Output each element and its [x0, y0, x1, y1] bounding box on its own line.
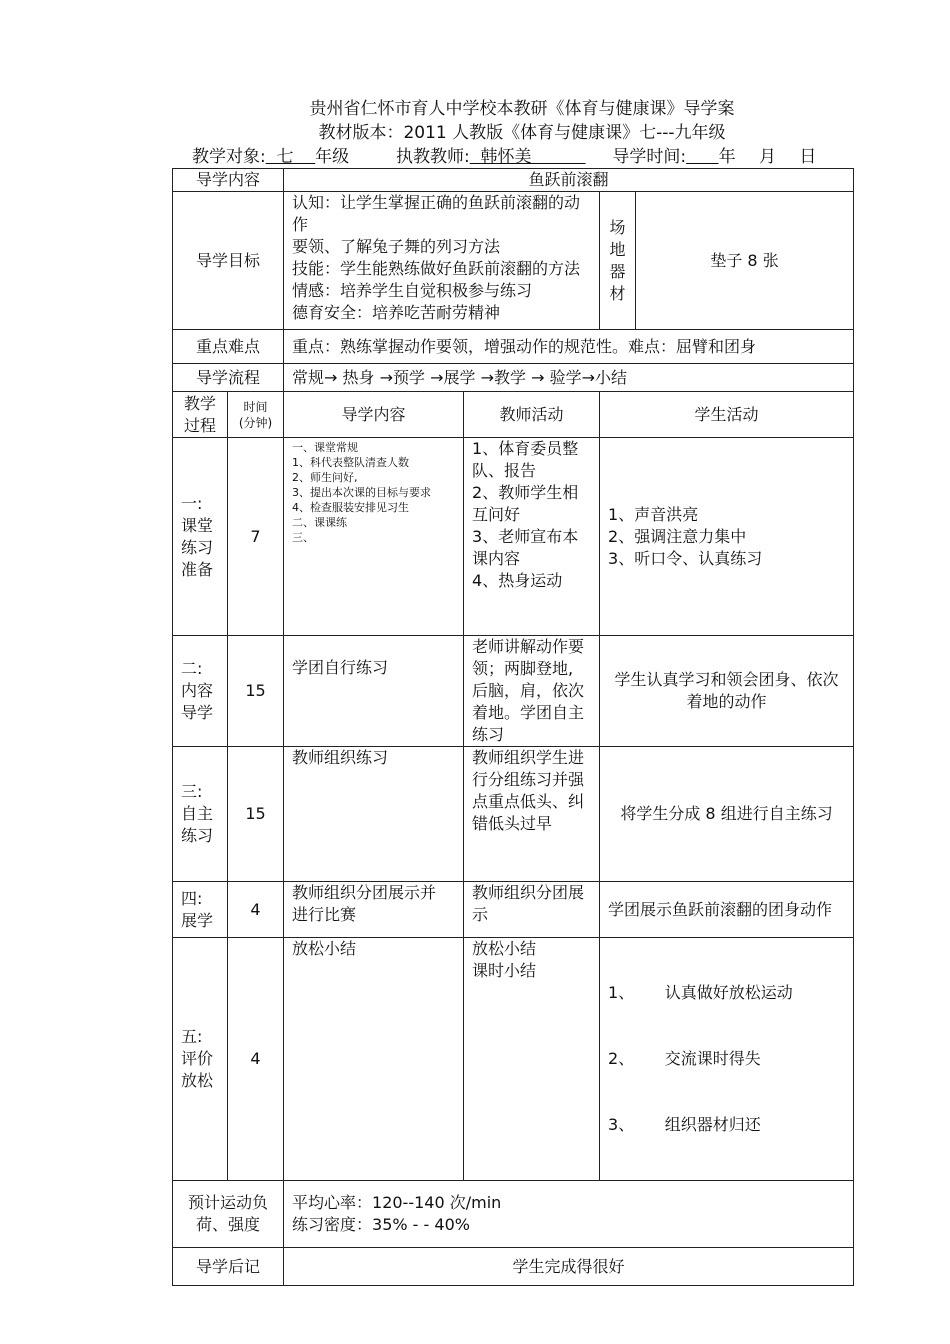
teacher-line: 2、教师学生相: [472, 483, 579, 502]
student-line: 3、听口令、认真练习: [608, 548, 763, 568]
teacher-line: 点重点低头、纠: [472, 792, 585, 811]
teacher-line: 后脑，肩，依次: [472, 681, 585, 700]
month-label: 月: [758, 147, 776, 167]
teacher-line: 课内容: [472, 549, 521, 568]
content-line: 二、课课练: [292, 516, 348, 529]
target-value: 七: [265, 147, 316, 167]
content-line: 教师组织分团展示并: [292, 883, 437, 902]
head-student: 学生活动: [600, 392, 854, 438]
time-label: 导学时间:: [612, 147, 687, 167]
flow-label: 导学流程: [173, 364, 284, 392]
table-row: [173, 636, 854, 747]
content-line: 三、: [292, 531, 315, 544]
stage-line: 导学: [181, 703, 214, 722]
teacher-cell: [464, 636, 600, 747]
teacher-line: 课时小结: [472, 961, 537, 980]
head-time-line: 时间: [243, 399, 268, 414]
head-time: [228, 392, 284, 438]
content-cell: [284, 747, 464, 882]
venue-label: [600, 192, 636, 330]
student-cell: [600, 636, 854, 747]
time-cell: 7: [228, 438, 284, 636]
time-cell: 15: [228, 747, 284, 882]
student-cell: [600, 438, 854, 636]
stage-line: 五:: [181, 1027, 203, 1046]
content-value: 鱼跃前滚翻: [284, 169, 854, 192]
content-line: 放松小结: [292, 939, 357, 958]
stage-cell: [173, 438, 228, 636]
time-blank: [686, 147, 718, 167]
content-line: 学团自行练习: [292, 658, 389, 677]
teacher-line: 4、热身运动: [472, 571, 563, 590]
teacher-cell: [464, 882, 600, 938]
stage-line: 自主: [181, 804, 214, 823]
content-cell: [284, 438, 464, 636]
goal-text: [284, 192, 600, 330]
key-value: 重点：熟练掌握动作要领，增强动作的规范性。难点：屈臂和团身: [284, 330, 854, 364]
time-cell: 4: [228, 882, 284, 938]
goal-line: 认知：让学生掌握正确的鱼跃前滚翻的动作: [292, 193, 581, 234]
teacher-line: 教师组织学生进: [472, 748, 585, 767]
teacher-cell: [464, 438, 600, 636]
content-line: 教师组织练习: [292, 748, 389, 767]
stage-cell: [173, 636, 228, 747]
after-value: 学生完成得很好: [284, 1248, 854, 1286]
teacher-line: 错低头过早: [472, 814, 553, 833]
stage-line: 展学: [181, 910, 214, 930]
teacher-cell: [464, 938, 600, 1181]
teacher-line: 3、老师宣布本: [472, 527, 579, 546]
student-line: 学生认真学习和领会团身、依次: [614, 670, 839, 689]
goal-line: 技能：学生能熟练做好鱼跃前滚翻的方法: [292, 259, 581, 278]
venue-label-char: 场: [609, 217, 626, 237]
stage-line: 一:: [181, 493, 203, 513]
teacher-line: 互问好: [472, 505, 521, 524]
venue-label-char: 地: [609, 239, 626, 259]
load-value: [284, 1181, 854, 1248]
venue-label-char: 材: [609, 283, 626, 303]
content-line: 一、课堂常规: [292, 441, 359, 454]
stage-cell: [173, 747, 228, 882]
student-line: 1、声音洪亮: [608, 504, 699, 524]
student-line: 1、 认真做好放松运动: [608, 983, 793, 1002]
teacher-line: 老师讲解动作要: [472, 637, 585, 656]
student-line: 3、 组织器材归还: [608, 1115, 761, 1134]
doc-subtitle: 教材版本：2011 人教版《体育与健康课》七---九年级: [318, 123, 726, 143]
doc-title: 贵州省仁怀市育人中学校本教研《体育与健康课》导学案: [309, 99, 735, 119]
content-cell: [284, 938, 464, 1181]
head-content: 导学内容: [284, 392, 464, 438]
stage-line: 练习: [181, 826, 214, 845]
content-line: 3、提出本次课的目标与要求: [292, 486, 432, 499]
load-value-line: 平均心率：120--140 次/min: [292, 1193, 502, 1212]
content-line: 进行比赛: [292, 905, 357, 924]
stage-cell: [173, 938, 228, 1181]
head-process-line: 过程: [183, 415, 216, 435]
student-line: 2、 交流课时得失: [608, 1049, 761, 1068]
teacher-line: 行分组练习并强: [472, 770, 585, 789]
goal-line: 要领、了解兔子舞的列习方法: [292, 237, 501, 256]
student-line: 学团展示鱼跃前滚翻的团身动作: [608, 899, 833, 919]
head-teacher: 教师活动: [464, 392, 600, 438]
teacher-cell: [464, 747, 600, 882]
venue-value: 垫子 8 张: [636, 192, 854, 330]
head-time-line: (分钟): [238, 415, 273, 430]
goal-line: 德育安全：培养吃苦耐劳精神: [292, 303, 501, 322]
day-label: 日: [799, 147, 817, 167]
teacher-value: 韩怀美: [469, 147, 586, 167]
content-cell: [284, 636, 464, 747]
table-row: [173, 438, 854, 636]
table-row: [173, 938, 854, 1181]
content-line: 1、科代表整队清查人数: [292, 456, 410, 469]
head-process-line: 教学: [183, 393, 216, 413]
teacher-line: 放松小结: [472, 939, 537, 958]
table-row: [173, 882, 854, 938]
student-cell: [600, 938, 854, 1181]
teacher-line: 队、报告: [472, 461, 537, 480]
stage-line: 内容: [181, 681, 214, 700]
year-label: 年: [718, 147, 736, 167]
table-row: [173, 747, 854, 882]
teacher-line: 教师组织分团展: [472, 883, 585, 902]
content-label: 导学内容: [173, 169, 284, 192]
flow-value: 常规→ 热身 →预学 →展学 →教学 → 验学→小结: [284, 364, 854, 392]
content-cell: [284, 882, 464, 938]
load-label: [173, 1181, 284, 1248]
content-line: 4、检查服装安排见习生: [292, 501, 410, 514]
teacher-line: 示: [472, 905, 489, 924]
head-process: [173, 392, 228, 438]
meta-line: [192, 146, 862, 168]
content-line: 2、师生问好,: [292, 471, 358, 484]
teacher-line: 领；两脚登地,: [472, 659, 574, 678]
stage-cell: [173, 882, 228, 938]
stage-line: 三:: [181, 782, 203, 801]
stage-line: 练习: [181, 537, 214, 557]
stage-line: 评价: [181, 1049, 214, 1068]
student-line: 着地的动作: [686, 692, 767, 711]
time-cell: 15: [228, 636, 284, 747]
stage-line: 准备: [181, 559, 214, 579]
student-line: 2、强调注意力集中: [608, 526, 747, 546]
load-value-line: 练习密度：35% - - 40%: [292, 1215, 470, 1234]
student-line: 将学生分成 8 组进行自主练习: [620, 804, 833, 823]
teacher-line: 练习: [472, 725, 505, 744]
stage-line: 四:: [181, 888, 203, 908]
teacher-line: 着地。学团自主: [472, 703, 585, 722]
goal-line: 情感：培养学生自觉积极参与练习: [292, 281, 533, 300]
time-cell: 4: [228, 938, 284, 1181]
lesson-plan-table: [172, 168, 854, 1286]
student-cell: [600, 747, 854, 882]
key-label: 重点难点: [173, 330, 284, 364]
grade-suffix: 年级: [315, 147, 350, 167]
stage-line: 课堂: [181, 515, 214, 535]
after-label: 导学后记: [173, 1248, 284, 1286]
target-label: 教学对象:: [192, 147, 266, 167]
load-label-line: 荷、强度: [196, 1215, 261, 1234]
student-cell: [600, 882, 854, 938]
goal-label: 导学目标: [173, 192, 284, 330]
teacher-line: 1、体育委员整: [472, 439, 579, 458]
stage-line: 放松: [181, 1071, 214, 1090]
venue-label-char: 器: [609, 261, 626, 281]
load-label-line: 预计运动负: [188, 1193, 269, 1212]
stage-line: 二:: [181, 659, 203, 678]
teacher-label: 执教教师:: [395, 147, 470, 167]
